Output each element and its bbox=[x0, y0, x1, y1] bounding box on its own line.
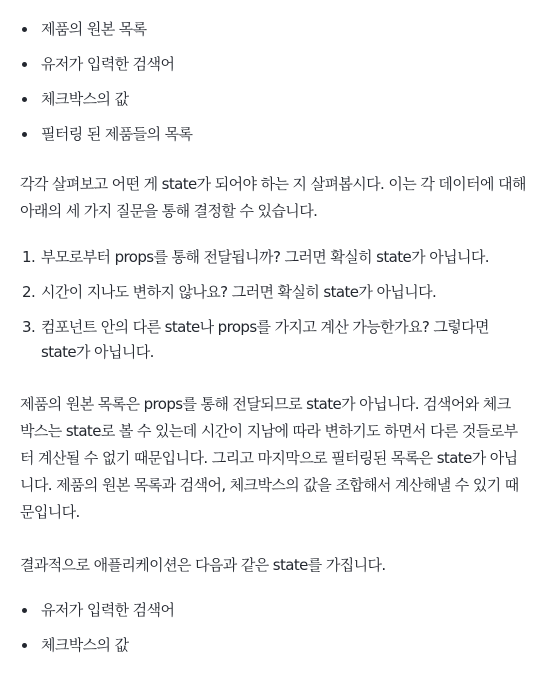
question-text bbox=[41, 245, 531, 270]
question-line: state가 아닙니다. bbox=[41, 343, 154, 361]
list-item-text: 체크박스의 값 bbox=[41, 636, 129, 654]
bullet-dot bbox=[22, 27, 27, 32]
list-item-text: 필터링 된 제품들의 목록 bbox=[41, 125, 193, 143]
bullet-dot bbox=[22, 132, 27, 137]
question-line: 컴포넌트 안의 다른 state나 props를 가지고 계산 가능한가요? 그렇다면 bbox=[41, 318, 489, 336]
intro-paragraph bbox=[20, 171, 540, 225]
paragraph-line: 니다. 제품의 원본 목록과 검색어, 체크박스의 값을 조합해서 계산해낼 수 있기 때 bbox=[20, 476, 519, 494]
paragraph-line: 각각 살펴보고 어떤 게 state가 되어야 하는 지 살펴봅시다. 이는 각 데이터에 대해 bbox=[20, 175, 526, 193]
question-number: 2. bbox=[22, 283, 36, 301]
paragraph-line: 제품의 원본 목록은 props를 통해 전달되므로 state가 아닙니다. 검색어와 체크 bbox=[20, 395, 511, 413]
list-item-text: 유저가 입력한 검색어 bbox=[41, 55, 175, 73]
analysis-paragraph bbox=[20, 391, 540, 526]
result-paragraph bbox=[20, 552, 540, 579]
bullet-dot bbox=[22, 643, 27, 648]
question-line: 부모로부터 props를 통해 전달됩니까? 그러면 확실히 state가 아닙니다. bbox=[41, 248, 489, 266]
bullet-dot bbox=[22, 62, 27, 67]
paragraph-line: 결과적으로 애플리케이션은 다음과 같은 state를 가집니다. bbox=[20, 556, 386, 574]
question-line: 시간이 지나도 변하지 않나요? 그러면 확실히 state가 아닙니다. bbox=[41, 283, 437, 301]
paragraph-line: 아래의 세 가지 질문을 통해 결정할 수 있습니다. bbox=[20, 202, 318, 220]
question-number: 3. bbox=[22, 318, 36, 336]
list-item-text: 유저가 입력한 검색어 bbox=[41, 601, 175, 619]
list-item-text: 체크박스의 값 bbox=[41, 90, 129, 108]
question-text bbox=[41, 315, 531, 365]
bullet-dot bbox=[22, 608, 27, 613]
list-item-text: 제품의 원본 목록 bbox=[41, 20, 147, 38]
question-text bbox=[41, 280, 531, 305]
question-number: 1. bbox=[22, 248, 36, 266]
bullet-dot bbox=[22, 97, 27, 102]
paragraph-line: 문입니다. bbox=[20, 503, 80, 521]
paragraph-line: 박스는 state로 볼 수 있는데 시간이 지남에 따라 변하기도 하면서 다른 것들로부 bbox=[20, 422, 518, 440]
paragraph-line: 터 계산될 수 없기 때문입니다. 그리고 마지막으로 필터링된 목록은 state가 아닙 bbox=[20, 449, 518, 467]
